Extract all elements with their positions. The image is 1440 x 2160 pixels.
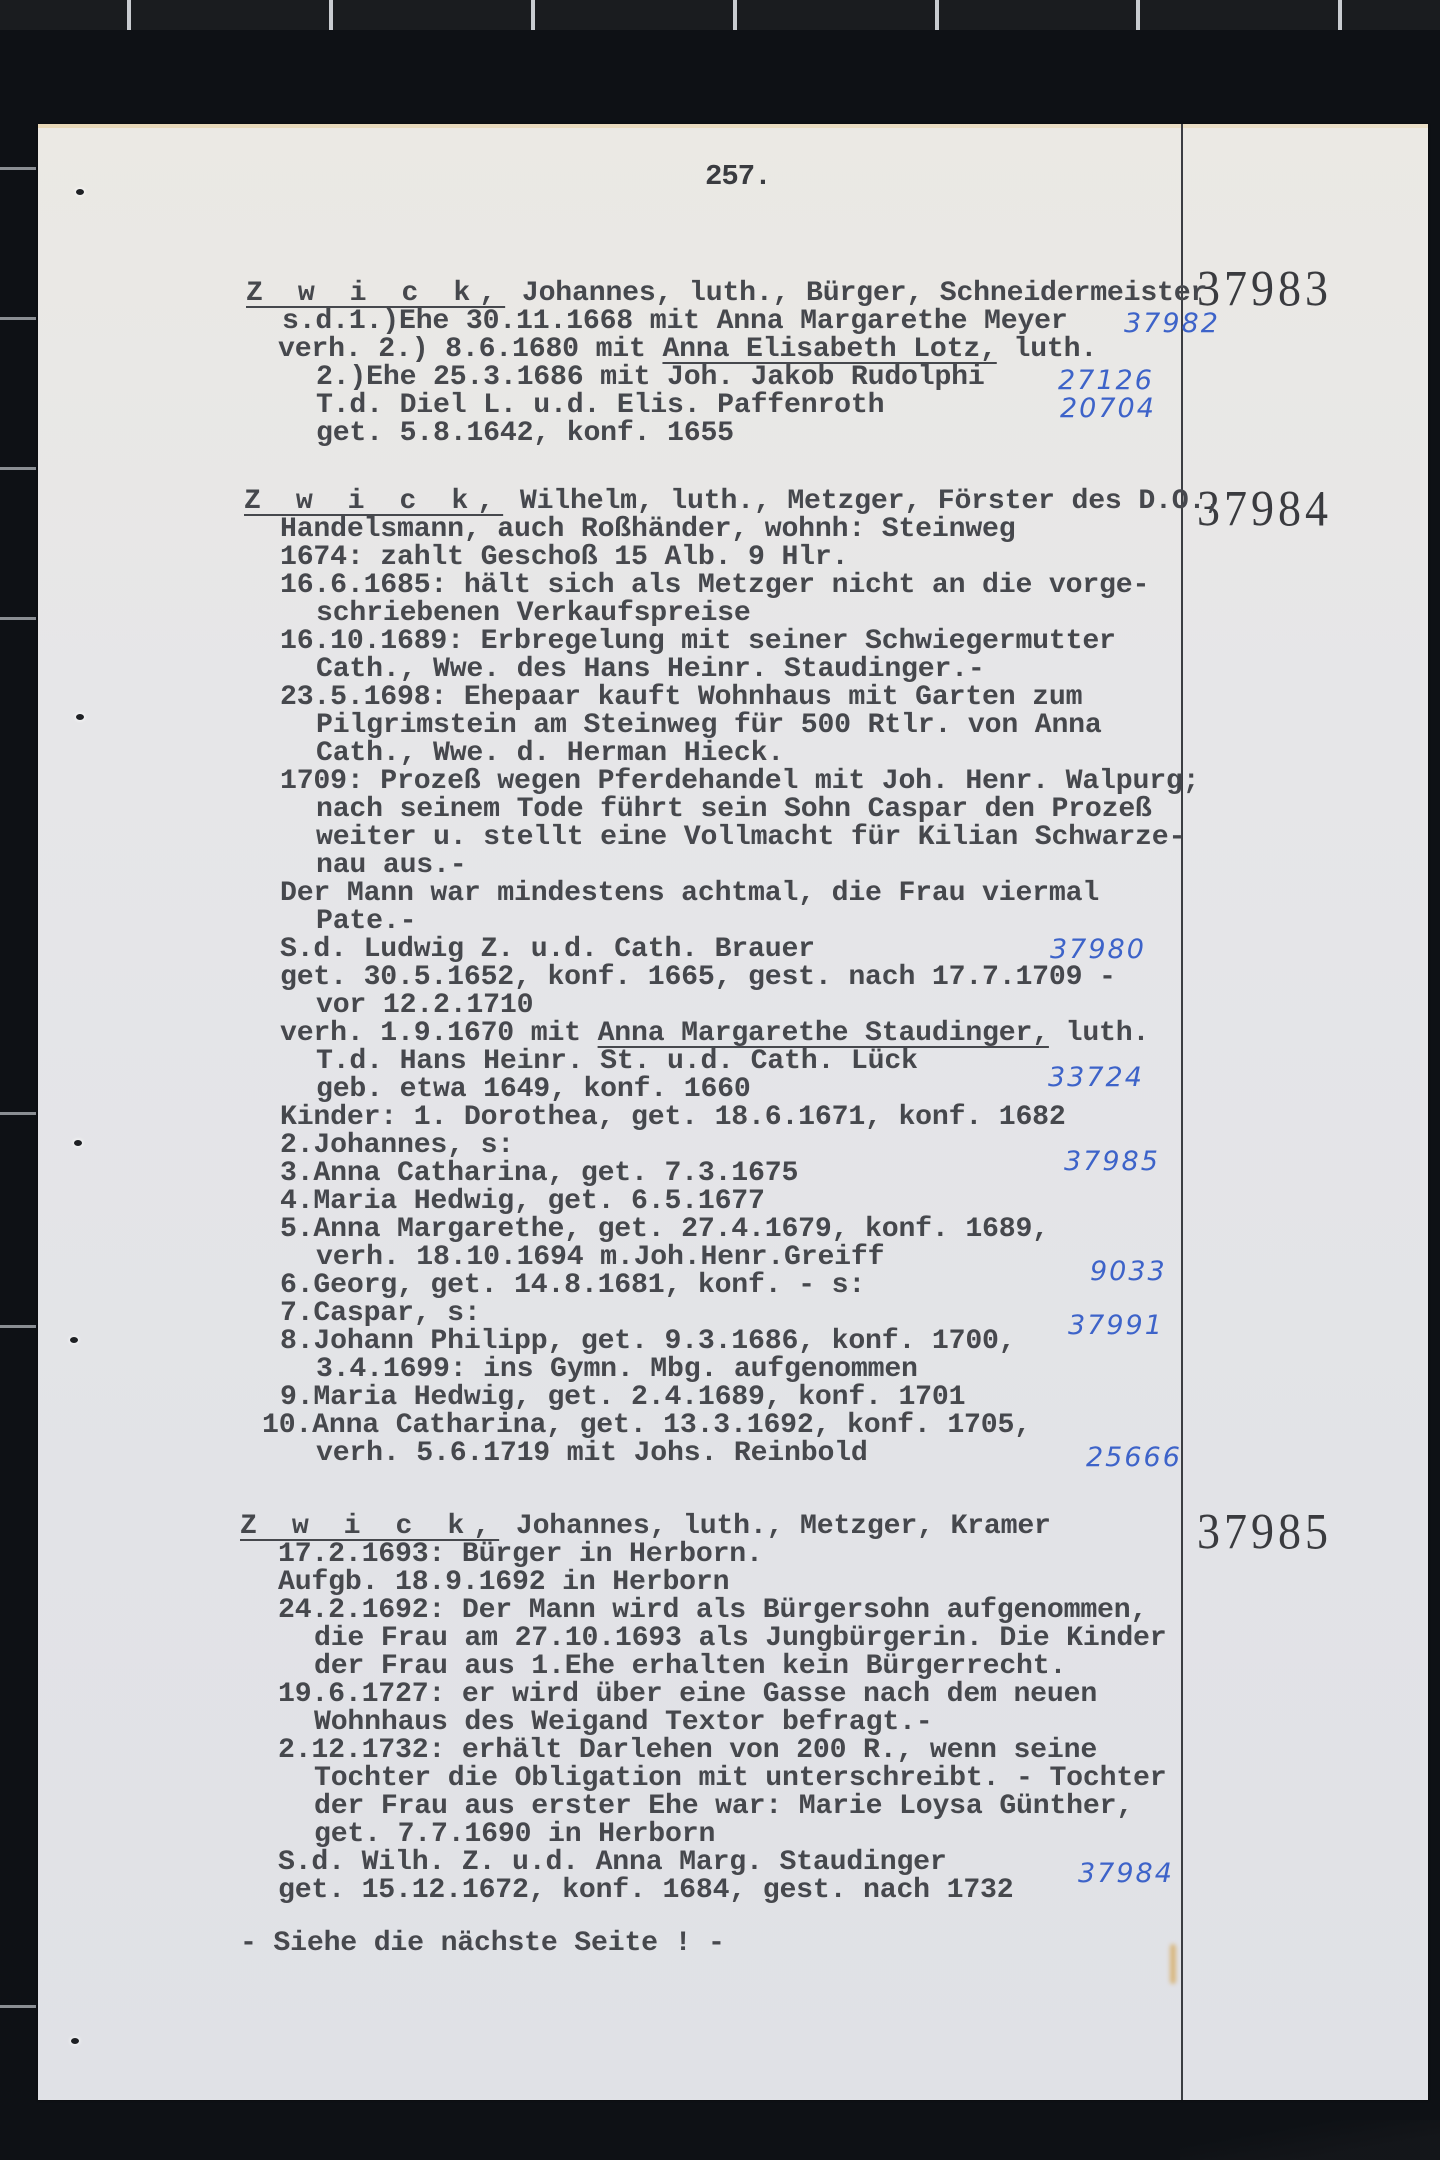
- entry-line: schriebenen Verkaufspreise: [316, 598, 751, 629]
- header-text: Wilhelm, luth., Metzger, Förster des D.O.,: [503, 486, 1222, 517]
- child-line: 5.Anna Margarethe, get. 27.4.1679, konf. 1689,: [280, 1214, 1049, 1245]
- ruler-tick: [1136, 0, 1140, 30]
- entry-line: 16.10.1689: Erbregelung mit seiner Schwiegermutter: [280, 626, 1116, 657]
- side-ruler-tick: [0, 467, 36, 470]
- entry-line: 1709: Prozeß wegen Pferdehandel mit Joh. Henr. Walpurg;: [280, 766, 1200, 797]
- entry-line: get. 7.7.1690 in Herborn: [314, 1819, 716, 1850]
- ruler-tick: [1338, 0, 1342, 30]
- entry-line: 16.6.1685: hält sich als Metzger nicht an die vorge-: [280, 570, 1150, 601]
- entry-line: Der Mann war mindestens achtmal, die Frau viermal: [280, 878, 1100, 909]
- entry-line: Aufgb. 18.9.1692 in Herborn: [278, 1567, 730, 1598]
- page-number: 257.: [705, 160, 771, 193]
- page-shadow: [1180, 2120, 1440, 2160]
- paper-stain: [1170, 1944, 1176, 1984]
- entry-line: 24.2.1692: Der Mann wird als Bürgersohn aufgenommen,: [278, 1595, 1148, 1626]
- side-ruler-tick: [0, 1112, 36, 1115]
- surname: Z w i c k,: [246, 278, 506, 309]
- handwritten-ref: 33724: [1048, 1062, 1144, 1093]
- punch-hole-icon: [76, 189, 84, 195]
- ruler-tick: [329, 0, 333, 30]
- handwritten-ref: 37982: [1124, 308, 1220, 339]
- entry-line: 1674: zahlt Geschoß 15 Alb. 9 Hlr.: [280, 542, 849, 573]
- entry-line: Tochter die Obligation mit unterschreibt. - Tochter: [314, 1763, 1167, 1794]
- entry-line: nach seinem Tode führt sein Sohn Caspar den Prozeß: [316, 794, 1152, 825]
- ruler-tick: [935, 0, 939, 30]
- entry-line: S.d. Wilh. Z. u.d. Anna Marg. Staudinger: [278, 1847, 947, 1878]
- child-line: 6.Georg, get. 14.8.1681, konf. - s:: [280, 1270, 866, 1301]
- line-text: verh. 1.9.1670 mit: [280, 1018, 598, 1049]
- ruler-tick: [531, 0, 535, 30]
- line-text: luth.: [996, 334, 1098, 365]
- entry-line: Pilgrimstein am Steinweg für 500 Rtlr. von Anna: [316, 710, 1102, 741]
- entry-line: 2.12.1732: erhält Darlehen von 200 R., wenn seine: [278, 1735, 1098, 1766]
- child-line: verh. 18.10.1694 m.Joh.Henr.Greiff: [316, 1242, 885, 1273]
- entry-line: 19.6.1727: er wird über eine Gasse nach dem neuen: [278, 1679, 1098, 1710]
- entry-header: [240, 1513, 1051, 1541]
- entry-line: S.d. Ludwig Z. u.d. Cath. Brauer: [280, 934, 815, 965]
- continuation-note: - Siehe die nächste Seite ! -: [240, 1928, 725, 1959]
- side-ruler-tick: [0, 167, 36, 170]
- entry-line: die Frau am 27.10.1693 als Jungbürgerin. Die Kinder: [314, 1623, 1167, 1654]
- punch-hole-icon: [71, 2038, 79, 2044]
- child-line: 2.Johannes, s:: [280, 1130, 515, 1161]
- entry-header: [246, 280, 1207, 308]
- child-line: 7.Caspar, s:: [280, 1298, 481, 1329]
- entry-line: Cath., Wwe. des Hans Heinr. Staudinger.-: [316, 654, 985, 685]
- entry-line: Wohnhaus des Weigand Textor befragt.-: [314, 1707, 933, 1738]
- handwritten-ref: 20704: [1060, 393, 1156, 424]
- entry-line: get. 15.12.1672, konf. 1684, gest. nach 1732: [278, 1875, 1014, 1906]
- entry-line: 23.5.1698: Ehepaar kauft Wohnhaus mit Garten zum: [280, 682, 1083, 713]
- child-line: verh. 5.6.1719 mit Johs. Reinbold: [316, 1438, 868, 1469]
- entry-line: get. 5.8.1642, konf. 1655: [316, 418, 734, 449]
- entry-line: weiter u. stellt eine Vollmacht für Kilian Schwarze-: [316, 822, 1186, 853]
- entry-line: get. 30.5.1652, konf. 1665, gest. nach 17.7.1709 -: [280, 962, 1116, 993]
- handwritten-ref: 37991: [1068, 1310, 1164, 1341]
- punch-hole-icon: [76, 714, 84, 720]
- entry-line: s.d.1.)Ehe 30.11.1668 mit Anna Margarethe Meyer: [282, 306, 1068, 337]
- scanner-ruler-band: [0, 0, 1440, 30]
- entry-number: 37984: [1197, 480, 1332, 537]
- entry-line: 17.2.1693: Bürger in Herborn.: [278, 1539, 763, 1570]
- punch-hole-icon: [70, 1337, 78, 1343]
- ruler-tick: [733, 0, 737, 30]
- header-text: Johannes, luth., Bürger, Schneidermeister: [505, 278, 1208, 309]
- entry-line: der Frau aus 1.Ehe erhalten kein Bürgerrecht.: [314, 1651, 1067, 1682]
- surname: Z w i c k,: [244, 486, 504, 517]
- entry-line: [278, 336, 1097, 364]
- spouse-name: Anna Margarethe Staudinger,: [597, 1018, 1049, 1049]
- margin-rule-line: [1181, 124, 1183, 2100]
- header-text: Johannes, luth., Metzger, Kramer: [499, 1511, 1051, 1542]
- entry-line: nau aus.-: [316, 850, 467, 881]
- entry-line: der Frau aus erster Ehe war: Marie Loysa Günther,: [314, 1791, 1134, 1822]
- side-ruler-tick: [0, 2005, 36, 2008]
- side-ruler-tick: [0, 1325, 36, 1328]
- child-line: 10.Anna Catharina, get. 13.3.1692, konf. 1705,: [262, 1410, 1031, 1441]
- entry-line: Handelsmann, auch Roßhänder, wohnh: Steinweg: [280, 514, 1016, 545]
- entry-number: 37985: [1197, 1503, 1332, 1560]
- child-line: 4.Maria Hedwig, get. 6.5.1677: [280, 1186, 765, 1217]
- handwritten-ref: 37985: [1064, 1146, 1160, 1177]
- line-text: luth.: [1048, 1018, 1150, 1049]
- handwritten-ref: 37980: [1050, 934, 1146, 965]
- side-ruler-tick: [0, 317, 36, 320]
- handwritten-ref: 25666: [1086, 1442, 1182, 1473]
- paper-edge: [38, 124, 1428, 128]
- entry-line: T.d. Diel L. u.d. Elis. Paffenroth: [316, 390, 885, 421]
- ruler-tick: [127, 0, 131, 30]
- handwritten-ref: 9033: [1090, 1256, 1167, 1287]
- entry-line: vor 12.2.1710: [316, 990, 534, 1021]
- punch-hole-icon: [74, 1140, 82, 1146]
- entry-line: T.d. Hans Heinr. St. u.d. Cath. Lück: [316, 1046, 918, 1077]
- handwritten-ref: 27126: [1058, 365, 1154, 396]
- entry-line: geb. etwa 1649, konf. 1660: [316, 1074, 751, 1105]
- spouse-name: Anna Elisabeth Lotz,: [662, 334, 997, 365]
- surname: Z w i c k,: [240, 1511, 500, 1542]
- entry-line: [280, 1020, 1149, 1048]
- entry-line: Cath., Wwe. d. Herman Hieck.: [316, 738, 785, 769]
- entry-number: 37983: [1197, 260, 1332, 317]
- entry-line: 2.)Ehe 25.3.1686 mit Joh. Jakob Rudolphi: [316, 362, 985, 393]
- child-line: 3.Anna Catharina, get. 7.3.1675: [280, 1158, 799, 1189]
- entry-line: Pate.-: [316, 906, 417, 937]
- side-ruler-tick: [0, 617, 36, 620]
- line-text: verh. 2.) 8.6.1680 mit: [278, 334, 663, 365]
- handwritten-ref: 37984: [1078, 1858, 1174, 1889]
- entry-header: [244, 488, 1222, 516]
- entry-line: Kinder: 1. Dorothea, get. 18.6.1671, konf. 1682: [280, 1102, 1066, 1133]
- child-line: 3.4.1699: ins Gymn. Mbg. aufgenommen: [316, 1354, 918, 1385]
- child-line: 8.Johann Philipp, get. 9.3.1686, konf. 1700,: [280, 1326, 1016, 1357]
- child-line: 9.Maria Hedwig, get. 2.4.1689, konf. 1701: [280, 1382, 966, 1413]
